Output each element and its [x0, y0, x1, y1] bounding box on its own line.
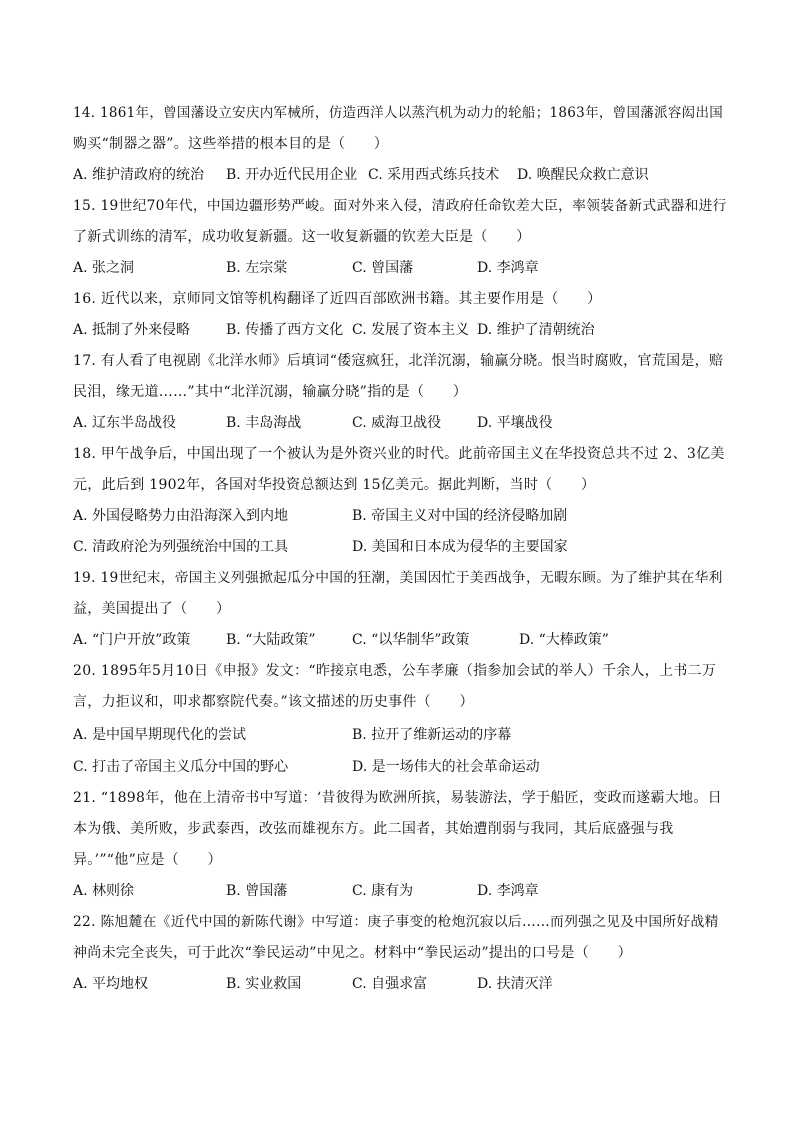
- question-16-stem-line-1: 16. 近代以来，京师同文馆等机构翻译了近四百部欧洲书籍。其主要作用是（ ）: [73, 291, 602, 307]
- question-17-stem-line-2: 民泪，缘无道……”其中“北洋沉溺，输赢分晓”指的是（ ）: [73, 384, 468, 400]
- question-21-option-d: D. 李鸿章: [477, 883, 539, 899]
- question-14-option-c: C. 采用西式练兵技术: [368, 167, 500, 183]
- question-14-option-b: B. 开办近代民用企业: [226, 167, 358, 183]
- question-14-stem-line-1: 14. 1861年，曾国藩设立安庆内军械所，仿造西洋人以蒸汽机为动力的轮船；1863年，曾国藩派容闳出国: [73, 105, 724, 121]
- question-16-option-a: A. 抵制了外来侵略: [73, 322, 191, 338]
- question-15-stem-line-1: 15. 19世纪70年代，中国边疆形势严峻。面对外来入侵，清政府任命钦差大臣，率领装备新式武器和进行: [73, 198, 727, 214]
- question-19-stem-line-1: 19. 19世纪末，帝国主义列强掀起瓜分中国的狂潮，美国因忙于美西战争，无暇东顾。为了维护其在华利: [73, 570, 723, 586]
- question-14-option-d: D. 唤醒民众救亡意识: [517, 167, 649, 183]
- question-21-option-b: B. 曾国藩: [226, 883, 288, 899]
- question-22-option-d: D. 扶清灭洋: [477, 976, 553, 992]
- question-19-option-c: C. “以华制华”政策: [352, 632, 470, 648]
- question-17-option-b: B. 丰岛海战: [226, 415, 302, 431]
- question-15-option-c: C. 曾国藩: [352, 260, 414, 276]
- question-21-stem-line-2: 本为俄、美所败，步武泰西，改弦而雄视东方。此二国者，其始遭削弱与我同，其后底盛强与我: [73, 821, 674, 837]
- question-20-stem-line-2: 言，力拒议和，叩求都察院代奏。”该文描述的历史事件（ ）: [73, 694, 474, 710]
- question-18-option-c: C. 清政府沦为列强统治中国的工具: [73, 539, 289, 555]
- question-20-option-a: A. 是中国早期现代化的尝试: [73, 727, 247, 743]
- question-16-option-c: C. 发展了资本主义: [352, 322, 470, 338]
- question-19-option-a: A. “门户开放”政策: [73, 632, 191, 648]
- question-18-option-a: A. 外国侵略势力由沿海深入到内地: [73, 508, 289, 524]
- question-22-option-a: A. 平均地权: [73, 976, 149, 992]
- question-20-option-d: D. 是一场伟大的社会革命运动: [352, 759, 540, 775]
- question-18-stem-line-2: 元，此后到 1902年，各国对华投资总额达到 15亿美元。据此判断，当时（ ）: [73, 477, 596, 493]
- question-19-option-b: B. “大陆政策”: [226, 632, 316, 648]
- question-20-stem-line-1: 20. 1895年5月10日《申报》发文：“昨接京电悉，公车孝廉（指参加会试的举人）千余人，上书二万: [73, 663, 717, 679]
- question-15-option-d: D. 李鸿章: [477, 260, 539, 276]
- question-21-stem-line-3: 异。’”“他”应是（ ）: [73, 852, 222, 868]
- question-17-stem-line-1: 17. 有人看了电视剧《北洋水师》后填词“倭寇疯狂，北洋沉溺，输赢分晓。恨当时腐败，官荒国是，赔: [73, 353, 724, 369]
- question-15-stem-line-2: 了新式训练的清军，成功收复新疆。这一收复新疆的钦差大臣是（ ）: [73, 229, 531, 245]
- question-21-stem-line-1: 21. “1898年，他在上清帝书中写道：‘昔彼得为欧洲所摈，易装游法，学于船匠，变政而遂霸大地。日: [73, 790, 722, 806]
- question-22-option-c: C. 自强求富: [352, 976, 428, 992]
- question-15-option-b: B. 左宗棠: [226, 260, 288, 276]
- question-18-option-d: D. 美国和日本成为侵华的主要国家: [352, 539, 568, 555]
- question-18-option-b: B. 帝国主义对中国的经济侵略加剧: [352, 508, 568, 524]
- question-14-option-a: A. 维护清政府的统治: [73, 167, 205, 183]
- question-16-option-b: B. 传播了西方文化: [226, 322, 344, 338]
- question-22-stem-line-1: 22. 陈旭麓在《近代中国的新陈代谢》中写道：庚子事变的枪炮沉寂以后……而列强之见及中国所好战精: [73, 914, 719, 930]
- question-18-stem-line-1: 18. 甲午战争后，中国出现了一个被认为是外资兴业的时代。此前帝国主义在华投资总共不过 2、3亿美: [73, 446, 725, 462]
- question-21-option-a: A. 林则徐: [73, 883, 135, 899]
- question-17-option-d: D. 平壤战役: [477, 415, 553, 431]
- question-19-stem-line-2: 益，美国提出了（ ）: [73, 601, 231, 617]
- question-17-option-a: A. 辽东半岛战役: [73, 415, 177, 431]
- question-19-option-d: D. “大棒政策”: [519, 632, 609, 648]
- question-17-option-c: C. 威海卫战役: [352, 415, 442, 431]
- question-15-option-a: A. 张之洞: [73, 260, 135, 276]
- question-14-stem-line-2: 购买“制器之器”。这些举措的根本目的是（ ）: [73, 136, 389, 152]
- question-20-option-c: C. 打击了帝国主义瓜分中国的野心: [73, 759, 289, 775]
- question-16-option-d: D. 维护了清朝统治: [477, 322, 595, 338]
- question-22-option-b: B. 实业救国: [226, 976, 302, 992]
- question-22-stem-line-2: 神尚未完全丧失，可于此次“拳民运动”中见之。材料中“拳民运动”提出的口号是（ ）: [73, 945, 632, 961]
- question-20-option-b: B. 拉开了维新运动的序幕: [352, 727, 512, 743]
- question-21-option-c: C. 康有为: [352, 883, 414, 899]
